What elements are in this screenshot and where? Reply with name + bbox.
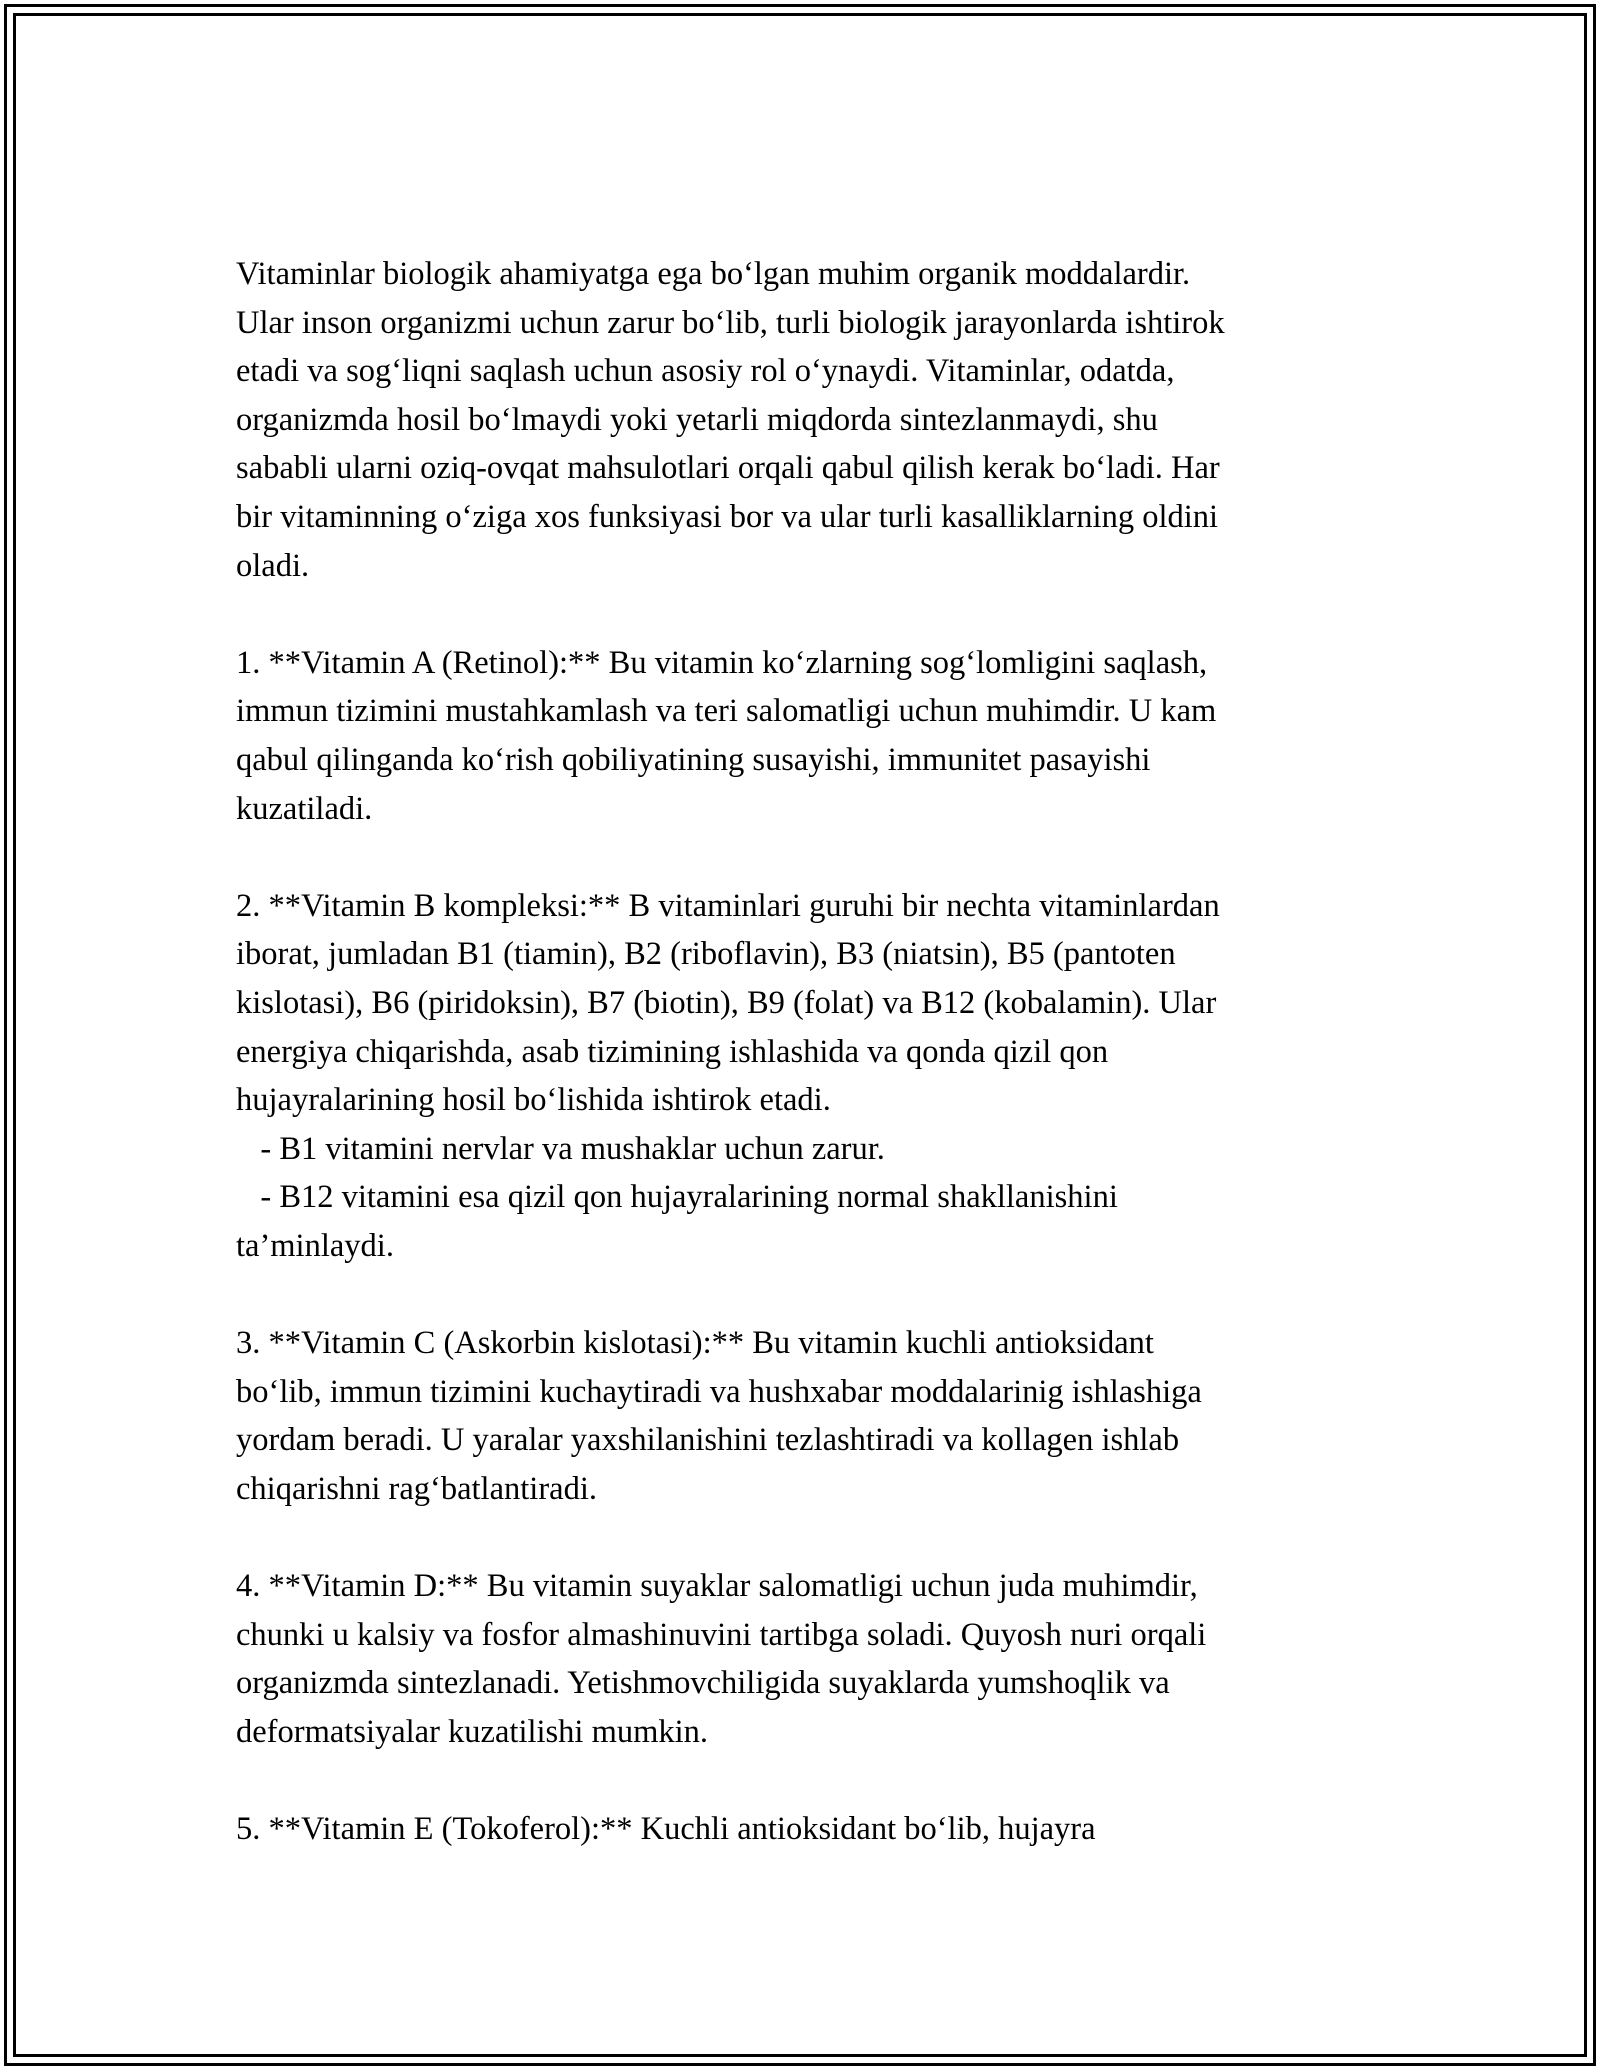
text-line: ta’minlaydi. (236, 1227, 394, 1264)
text-line: 5. **Vitamin E (Tokoferol):** Kuchli antioksidant bo‘lib, hujayra (236, 1811, 1096, 1847)
vitamin-b-paragraph (236, 882, 1366, 1271)
vitamin-d-paragraph (236, 1562, 1366, 1756)
intro-paragraph (236, 250, 1366, 590)
sub-bullet-b1: - B1 vitamini nervlar va mushaklar uchun zarur. (236, 1130, 885, 1167)
vitamin-c-paragraph (236, 1319, 1366, 1513)
text-line: organizmda hosil bo‘lmaydi yoki yetarli miqdorda sintezlanmaydi, shu (236, 401, 1158, 438)
text-line: deformatsiyalar kuzatilishi mumkin. (236, 1713, 709, 1750)
text-line: kislotasi), B6 (piridoksin), B7 (biotin), B9 (folat) va B12 (kobalamin). Ular (236, 984, 1217, 1021)
text-line: sababli ularni oziq-ovqat mahsulotlari orqali qabul qilish kerak bo‘ladi. Har (236, 450, 1220, 487)
text-line: Ular inson organizmi uchun zarur bo‘lib, turli biologik jarayonlarda ishtirok (236, 304, 1225, 341)
text-line: 1. **Vitamin A (Retinol):** Bu vitamin ko‘zlarning sog‘lomligini saqlash, (236, 644, 1208, 681)
text-line: organizmda sintezlanadi. Yetishmovchiligida suyaklarda yumshoqlik va (236, 1665, 1170, 1702)
text-line: 2. **Vitamin B kompleksi:** B vitaminlari guruhi bir nechta vitaminlardan (236, 887, 1220, 924)
text-line: kuzatiladi. (236, 790, 373, 827)
vitamin-a-paragraph (236, 639, 1366, 833)
text-line: energiya chiqarishda, asab tizimining ishlashida va qonda qizil qon (236, 1033, 1109, 1070)
text-line: etadi va sog‘liqni saqlash uchun asosiy rol o‘ynaydi. Vitaminlar, odatda, (236, 353, 1175, 390)
text-line: 3. **Vitamin C (Askorbin kislotasi):** Bu vitamin kuchli antioksidant (236, 1325, 1154, 1362)
sub-bullet-b12: - B12 vitamini esa qizil qon hujayralarining normal shakllanishini (236, 1179, 1118, 1216)
vitamin-e-paragraph (236, 1805, 1366, 1854)
text-line: hujayralarining hosil bo‘lishida ishtirok etadi. (236, 1082, 831, 1119)
text-line: Vitaminlar biologik ahamiyatga ega bo‘lgan muhim organik moddalardir. (236, 256, 1191, 292)
text-line: chiqarishni rag‘batlantiradi. (236, 1470, 597, 1507)
paragraph-spacer (236, 833, 1366, 882)
paragraph-spacer (236, 1513, 1366, 1562)
text-line: chunki u kalsiy va fosfor almashinuvini tartibga soladi. Quyosh nuri orqali (236, 1616, 1207, 1653)
document-body (236, 250, 1366, 1854)
text-line: bo‘lib, immun tizimini kuchaytiradi va hushxabar moddalarinig ishlashiga (236, 1373, 1202, 1410)
text-line: 4. **Vitamin D:** Bu vitamin suyaklar salomatligi uchun juda muhimdir, (236, 1568, 1198, 1605)
paragraph-spacer (236, 1756, 1366, 1805)
text-line: oladi. (236, 547, 310, 584)
text-line: yordam beradi. U yaralar yaxshilanishini tezlashtiradi va kollagen ishlab (236, 1422, 1180, 1459)
paragraph-spacer (236, 590, 1366, 639)
paragraph-spacer (236, 1270, 1366, 1319)
text-line: bir vitaminning o‘ziga xos funksiyasi bor va ular turli kasalliklarning oldini (236, 498, 1219, 535)
text-line: iborat, jumladan B1 (tiamin), B2 (riboflavin), B3 (niatsin), B5 (pantoten (236, 936, 1176, 973)
text-line: qabul qilinganda ko‘rish qobiliyatining susayishi, immunitet pasayishi (236, 741, 1151, 778)
text-line: immun tizimini mustahkamlash va teri salomatligi uchun muhimdir. U kam (236, 693, 1217, 730)
